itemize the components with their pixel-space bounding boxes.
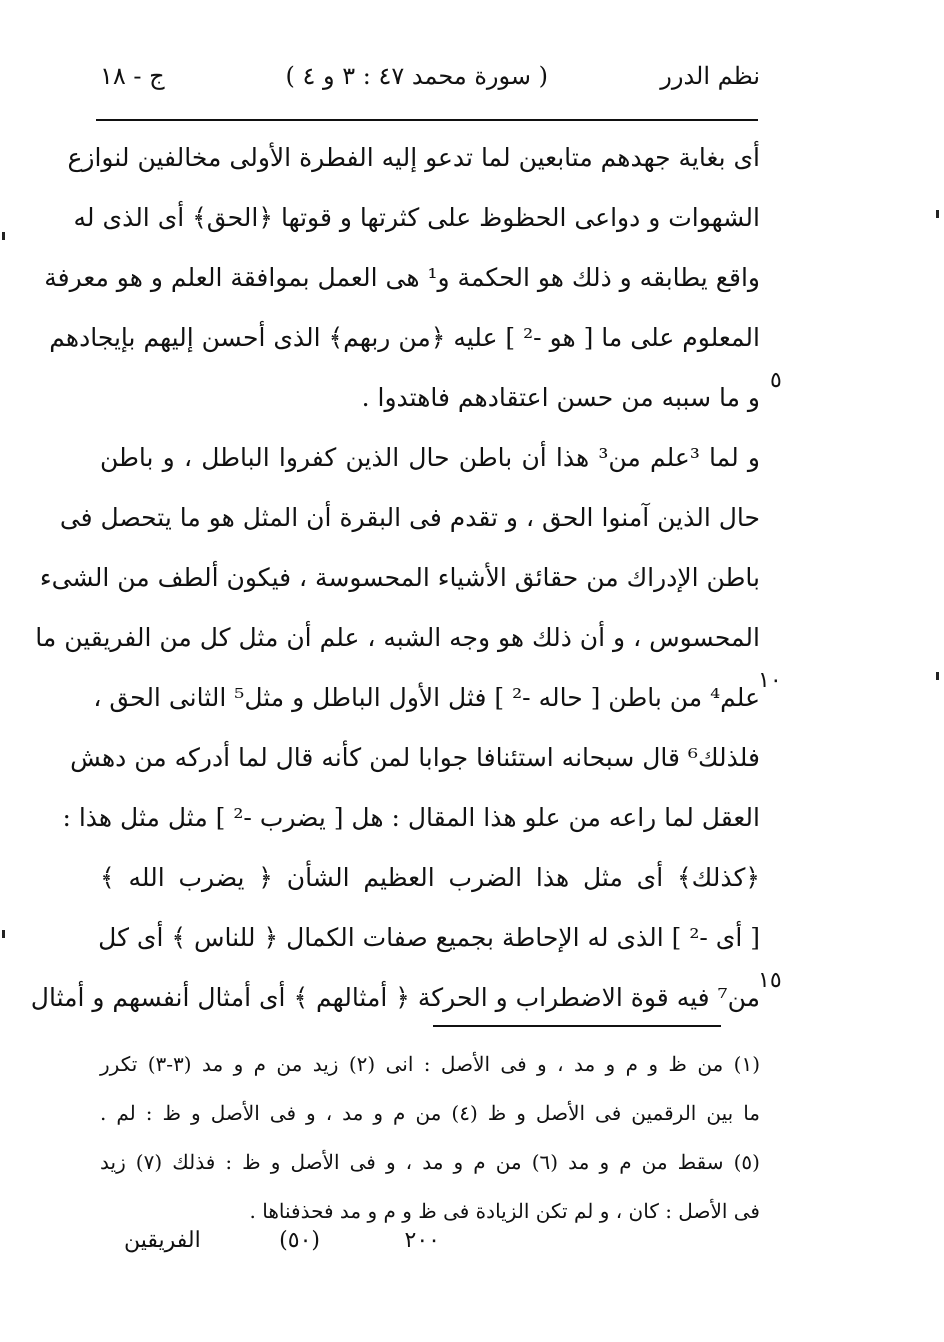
footnote-line: (١) من ظ و م و مد ، و فى الأصل : انى (٢) زيد من م و مد (٣-٣) تكرر xyxy=(100,1052,761,1076)
scan-edge-mark xyxy=(2,232,5,240)
running-header xyxy=(100,62,760,102)
text-line: ﴿كذلك﴾ أى مثل هذا الضرب العظيم الشأن ﴿ يضرب الله ﴾ xyxy=(100,863,760,892)
page-footer xyxy=(100,1228,760,1268)
text-line: الشهوات و دواعى الحظوظ على كثرتها و قوتها ﴿الحق﴾ أى الذى له xyxy=(73,203,760,232)
footnotes xyxy=(100,1040,760,1236)
line-number-5: ٥ xyxy=(770,368,782,393)
footnote-line: ما بين الرقمين فى الأصل و ظ (٤) من م و مد ، و فى الأصل و ظ : لم . xyxy=(100,1101,760,1125)
footnote-rule xyxy=(433,1025,721,1027)
header-rule xyxy=(96,119,758,121)
text-line: فلذلك⁶ قال سبحانه استئنافا جوابا لمن كأنه قال لما أدركه من دهش xyxy=(70,743,760,772)
page-number: ٢٠٠ xyxy=(404,1228,440,1253)
text-line: المحسوس ، و أن ذلك هو وجه الشبه ، علم أن مثل كل من الفريقين ما xyxy=(35,623,760,652)
text-line: و ما سببه من حسن اعتقادهم فاهتدوا . xyxy=(361,383,760,412)
text-line: من⁷ فيه قوة الاضطراب و الحركة ﴿ أمثالهم ﴾ أى أمثال أنفسهم و أمثال xyxy=(30,983,760,1012)
book-title: نظم الدرر xyxy=(660,62,760,90)
signature-mark: (٥٠) xyxy=(279,1228,320,1253)
surah-reference: ( سورة محمد ٤٧ : ٣ و ٤ ) xyxy=(285,62,548,90)
text-line: المعلوم على ما [ هو -² ] عليه ﴿من ربهم﴾ الذى أحسن إليهم بإيجادهم xyxy=(49,323,760,352)
text-line: [ أى -² ] الذى له الإحاطة بجميع صفات الكمال ﴿ للناس ﴾ أى كل xyxy=(98,923,760,952)
scan-edge-mark xyxy=(2,930,5,938)
scan-edge-mark xyxy=(936,672,939,680)
text-line: واقع يطابقه و ذلك هو الحكمة و¹ هى العمل بموافقة العلم و هو معرفة xyxy=(44,263,760,292)
text-line: العقل لما راعه من علو هذا المقال : هل [ يضرب -² ] مثل مثل هذا : xyxy=(62,803,760,832)
line-number-15: ١٥ xyxy=(758,968,782,993)
catchword: الفريقين xyxy=(124,1228,201,1253)
main-text xyxy=(30,128,761,1028)
footnote-line: (٥) سقط من م و مد (٦) من م و مد ، و فى الأصل و ظ : فذلك (٧) زيد xyxy=(100,1150,760,1174)
text-line: أى بغاية جهدهم متابعين لما تدعو إليه الفطرة الأولى مخالفين لنوازع xyxy=(67,143,760,172)
text-line: علم⁴ من باطن [ حاله -² ] فثل الأول الباطل و مثل⁵ الثانى الحق ، xyxy=(93,683,760,712)
scan-edge-mark xyxy=(936,210,939,218)
text-line: باطن الإدراك من حقائق الأشياء المحسوسة ، فيكون ألطف من الشىء xyxy=(39,563,760,592)
part-number: ج - ١٨ xyxy=(100,62,165,90)
text-line: حال الذين آمنوا الحق ، و تقدم فى البقرة أن المثل هو ما يتحصل فى xyxy=(59,503,760,532)
text-line: و لما ³علم من³ هذا أن باطن حال الذين كفروا الباطل ، و باطن xyxy=(100,443,761,472)
line-number-10: ١٠ xyxy=(758,668,782,693)
footnote-line: فى الأصل : كان ، و لم تكن الزيادة فى ظ و م و مد فحذفناها . xyxy=(249,1199,760,1223)
